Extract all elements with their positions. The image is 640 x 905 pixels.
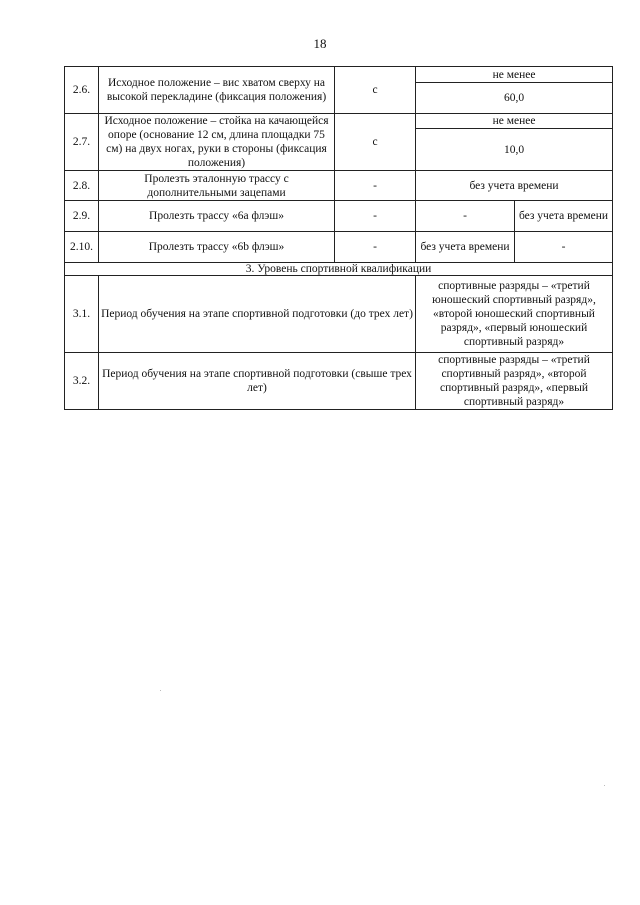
norm-label: не менее <box>416 114 613 129</box>
row-number: 2.9. <box>65 201 99 232</box>
exercise-name: Исходное положение – стойка на качающейся опоре (основание 12 см, длина площадки 75 см) на двух ногах, руки в стороны (фиксация положения) <box>99 114 335 171</box>
section-header-row <box>65 263 613 276</box>
norm-label: не менее <box>416 67 613 83</box>
period-name: Период обучения на этапе спортивной подготовки (свыше трех лет) <box>99 353 416 410</box>
table-row-2-10 <box>65 232 613 263</box>
exercise-name: Пролезть трассу «6b флэш» <box>99 232 335 263</box>
norm-right: - <box>515 232 613 263</box>
qualification-value: спортивные разряды – «третий спортивный разряд», «второй спортивный разряд», «первый спортивный разряд» <box>416 353 613 410</box>
qualification-value: спортивные разряды – «третий юношеский спортивный разряд», «второй юношеский спортивный разряд», «первый юношеский спортивный разряд» <box>416 276 613 353</box>
norm-value: 60,0 <box>416 83 613 114</box>
row-number: 2.10. <box>65 232 99 263</box>
row-number: 3.2. <box>65 353 99 410</box>
row-number: 2.7. <box>65 114 99 171</box>
exercise-name: Пролезть эталонную трассу с дополнительными зацепами <box>99 171 335 201</box>
unit-cell: с <box>335 67 416 114</box>
unit-cell: - <box>335 232 416 263</box>
period-name: Период обучения на этапе спортивной подготовки (до трех лет) <box>99 276 416 353</box>
unit-cell: - <box>335 201 416 232</box>
exercise-name: Пролезть трассу «6а флэш» <box>99 201 335 232</box>
table-row-2-6 <box>65 67 613 83</box>
unit-cell: - <box>335 171 416 201</box>
table-row-2-9 <box>65 201 613 232</box>
norm-left: - <box>416 201 515 232</box>
norm-value: 10,0 <box>416 129 613 171</box>
row-number: 3.1. <box>65 276 99 353</box>
table-row-3-2 <box>65 353 613 410</box>
norm-value: без учета времени <box>416 171 613 201</box>
table-row-3-1 <box>65 276 613 353</box>
table-row-2-7 <box>65 114 613 129</box>
exercise-name: Исходное положение – вис хватом сверху на высокой перекладине (фиксация положения) <box>99 67 335 114</box>
row-number: 2.8. <box>65 171 99 201</box>
norm-left: без учета времени <box>416 232 515 263</box>
norm-right: без учета времени <box>515 201 613 232</box>
section-title: 3. Уровень спортивной квалификации <box>65 263 613 276</box>
norms-table <box>64 66 613 410</box>
table-row-2-8 <box>65 171 613 201</box>
scan-speck <box>160 690 161 691</box>
row-number: 2.6. <box>65 67 99 114</box>
unit-cell: с <box>335 114 416 171</box>
page-number: 18 <box>313 36 327 51</box>
scan-speck <box>604 785 605 786</box>
